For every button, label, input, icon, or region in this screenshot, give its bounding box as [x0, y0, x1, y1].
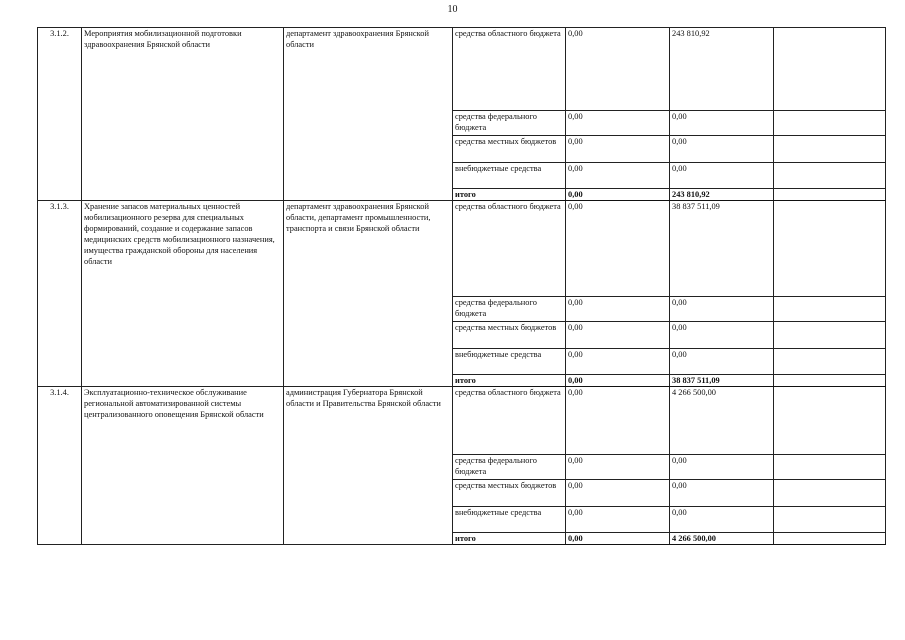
value-column-1: 0,00 — [566, 387, 670, 455]
empty-cell — [774, 111, 886, 136]
value-column-2: 38 837 511,09 — [670, 201, 774, 297]
funding-source: средства федерального бюджета — [453, 455, 566, 480]
value-column-1: 0,00 — [566, 455, 670, 480]
table-row — [38, 387, 886, 455]
empty-cell — [774, 189, 886, 201]
funding-source: средства местных бюджетов — [453, 136, 566, 163]
value-column-1: 0,00 — [566, 507, 670, 533]
funding-source: итого — [453, 189, 566, 201]
measure-name: Хранение запасов материальных ценностей мобилизационного резерва для специальных формирований, создание и содержание запасов медицинских средств мобилизационного назначения, имущества гражданской обороны для населения области — [82, 201, 284, 387]
item-number: 3.1.3. — [38, 201, 82, 387]
empty-cell — [774, 28, 886, 111]
value-column-2: 0,00 — [670, 111, 774, 136]
item-number: 3.1.4. — [38, 387, 82, 545]
empty-cell — [774, 375, 886, 387]
value-column-1: 0,00 — [566, 136, 670, 163]
funding-source: итого — [453, 533, 566, 545]
value-column-1: 0,00 — [566, 480, 670, 507]
value-column-2: 243 810,92 — [670, 28, 774, 111]
value-column-2: 4 266 500,00 — [670, 533, 774, 545]
funding-source: средства местных бюджетов — [453, 480, 566, 507]
measure-name: Эксплуатационно-техническое обслуживание региональной автоматизированной системы централизованного оповещения Брянской области — [82, 387, 284, 545]
value-column-2: 0,00 — [670, 480, 774, 507]
executor: администрация Губернатора Брянской области и Правительства Брянской области — [284, 387, 453, 545]
empty-cell — [774, 136, 886, 163]
funding-source: средства областного бюджета — [453, 201, 566, 297]
empty-cell — [774, 507, 886, 533]
empty-cell — [774, 201, 886, 297]
empty-cell — [774, 297, 886, 322]
value-column-1: 0,00 — [566, 201, 670, 297]
value-column-2: 0,00 — [670, 322, 774, 349]
funding-table — [37, 27, 886, 545]
value-column-1: 0,00 — [566, 297, 670, 322]
value-column-2: 38 837 511,09 — [670, 375, 774, 387]
funding-source: средства областного бюджета — [453, 28, 566, 111]
value-column-2: 4 266 500,00 — [670, 387, 774, 455]
funding-source: внебюджетные средства — [453, 507, 566, 533]
executor: департамент здравоохранения Брянской области — [284, 28, 453, 201]
funding-source: средства областного бюджета — [453, 387, 566, 455]
empty-cell — [774, 455, 886, 480]
value-column-1: 0,00 — [566, 322, 670, 349]
funding-source: итого — [453, 375, 566, 387]
value-column-2: 0,00 — [670, 349, 774, 375]
value-column-2: 243 810,92 — [670, 189, 774, 201]
empty-cell — [774, 349, 886, 375]
executor: департамент здравоохранения Брянской области, департамент промышленности, транспорта и связи Брянской области — [284, 201, 453, 387]
funding-source: средства федерального бюджета — [453, 111, 566, 136]
value-column-2: 0,00 — [670, 507, 774, 533]
empty-cell — [774, 480, 886, 507]
value-column-2: 0,00 — [670, 455, 774, 480]
value-column-1: 0,00 — [566, 189, 670, 201]
value-column-2: 0,00 — [670, 163, 774, 189]
funding-source: внебюджетные средства — [453, 349, 566, 375]
value-column-2: 0,00 — [670, 297, 774, 322]
value-column-1: 0,00 — [566, 28, 670, 111]
funding-source: внебюджетные средства — [453, 163, 566, 189]
page-number: 10 — [447, 4, 458, 15]
empty-cell — [774, 163, 886, 189]
value-column-1: 0,00 — [566, 349, 670, 375]
value-column-2: 0,00 — [670, 136, 774, 163]
value-column-1: 0,00 — [566, 163, 670, 189]
value-column-1: 0,00 — [566, 111, 670, 136]
funding-source: средства федерального бюджета — [453, 297, 566, 322]
empty-cell — [774, 322, 886, 349]
value-column-1: 0,00 — [566, 533, 670, 545]
funding-source: средства местных бюджетов — [453, 322, 566, 349]
measure-name: Мероприятия мобилизационной подготовки здравоохранения Брянской области — [82, 28, 284, 201]
value-column-1: 0,00 — [566, 375, 670, 387]
empty-cell — [774, 533, 886, 545]
empty-cell — [774, 387, 886, 455]
item-number: 3.1.2. — [38, 28, 82, 201]
table-row — [38, 201, 886, 297]
table-row — [38, 28, 886, 111]
table-body — [38, 28, 886, 545]
